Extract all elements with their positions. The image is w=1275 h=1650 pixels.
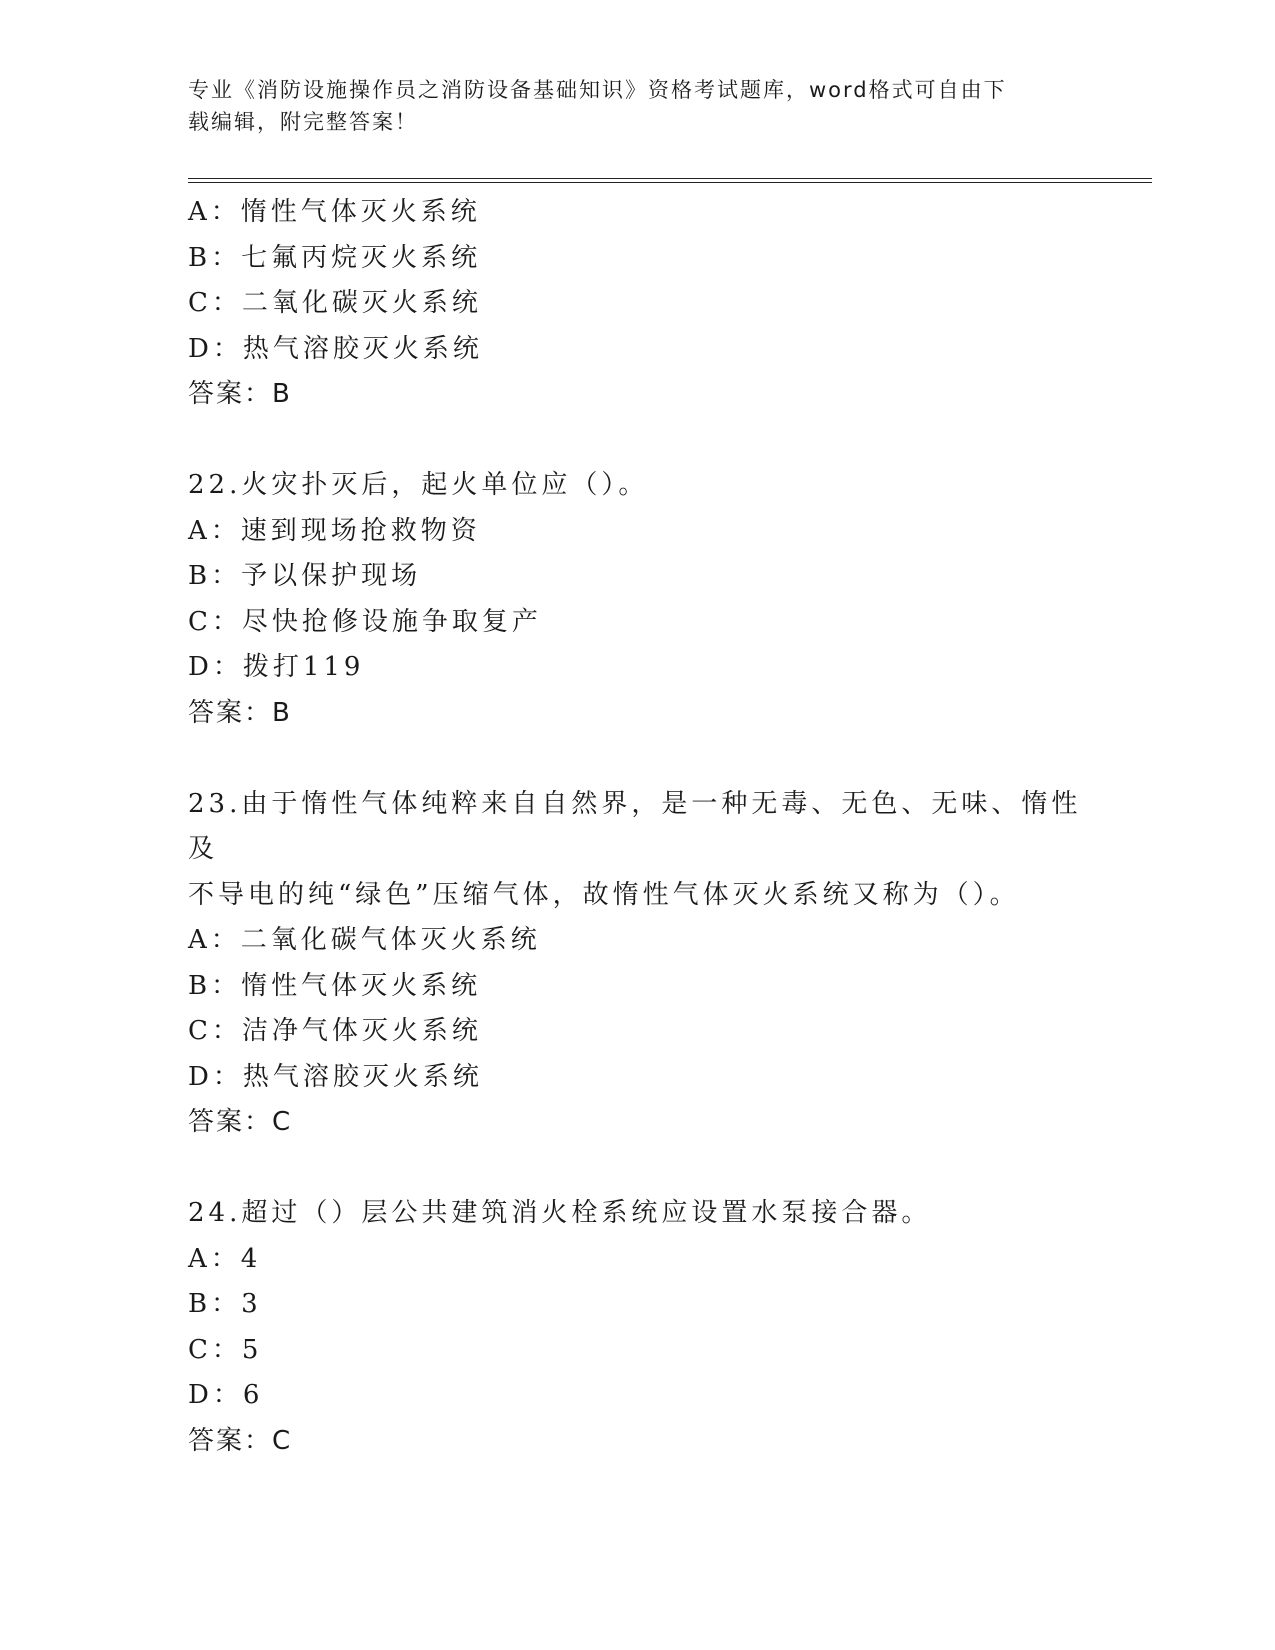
option-b: B：3 [188,1289,262,1319]
option-d: D：热气溶胶灭火系统 [188,1061,483,1092]
header-line-1: 专业《消防设施操作员之消防设备基础知识》资格考试题库，word格式可自由下 [188,78,1007,102]
option-c: C：洁净气体灭火系统 [188,1016,482,1046]
answer: 答案：B [188,697,292,728]
question-22 [188,463,1088,736]
answer: 答案：C [188,1107,293,1137]
document-header [188,74,1068,138]
option-b: B：惰性气体灭火系统 [188,970,482,1001]
question-text: 24.超过（）层公共建筑消火栓系统应设置水泵接合器。 [188,1198,932,1228]
question-24 [188,1191,1088,1464]
spacer [188,1146,1088,1192]
answer: 答案：B [188,379,292,409]
option-a: A：4 [188,1243,262,1274]
question-text-line-1: 23.由于惰性气体纯粹来自自然界，是一种无毒、无色、无味、惰性及 [188,788,1082,864]
option-d: D：热气溶胶灭火系统 [188,333,483,364]
option-a: A：速到现场抢救物资 [188,515,481,546]
option-b: B：予以保护现场 [188,561,422,591]
option-c: C：二氧化碳灭火系统 [188,288,482,318]
spacer [188,418,1088,464]
question-21 [188,190,1088,418]
question-23 [188,782,1088,1146]
header-divider [188,178,1152,183]
question-text: 22.火灾扑灭后，起火单位应（）。 [188,470,649,500]
header-line-2: 载编辑，附完整答案！ [188,110,418,134]
option-c: C：5 [188,1334,263,1365]
option-a: A：惰性气体灭火系统 [188,197,481,227]
question-list [188,190,1088,1464]
option-b: B：七氟丙烷灭火系统 [188,242,482,273]
question-text-line-2: 不导电的纯“绿色”压缩气体，故惰性气体灭火系统又称为（）。 [188,879,1020,910]
option-a: A：二氧化碳气体灭火系统 [188,925,541,955]
option-d: D：6 [188,1380,264,1410]
option-d: D：拨打119 [188,652,365,682]
option-c: C：尽快抢修设施争取复产 [188,606,542,637]
spacer [188,736,1088,782]
answer: 答案：C [188,1425,293,1456]
